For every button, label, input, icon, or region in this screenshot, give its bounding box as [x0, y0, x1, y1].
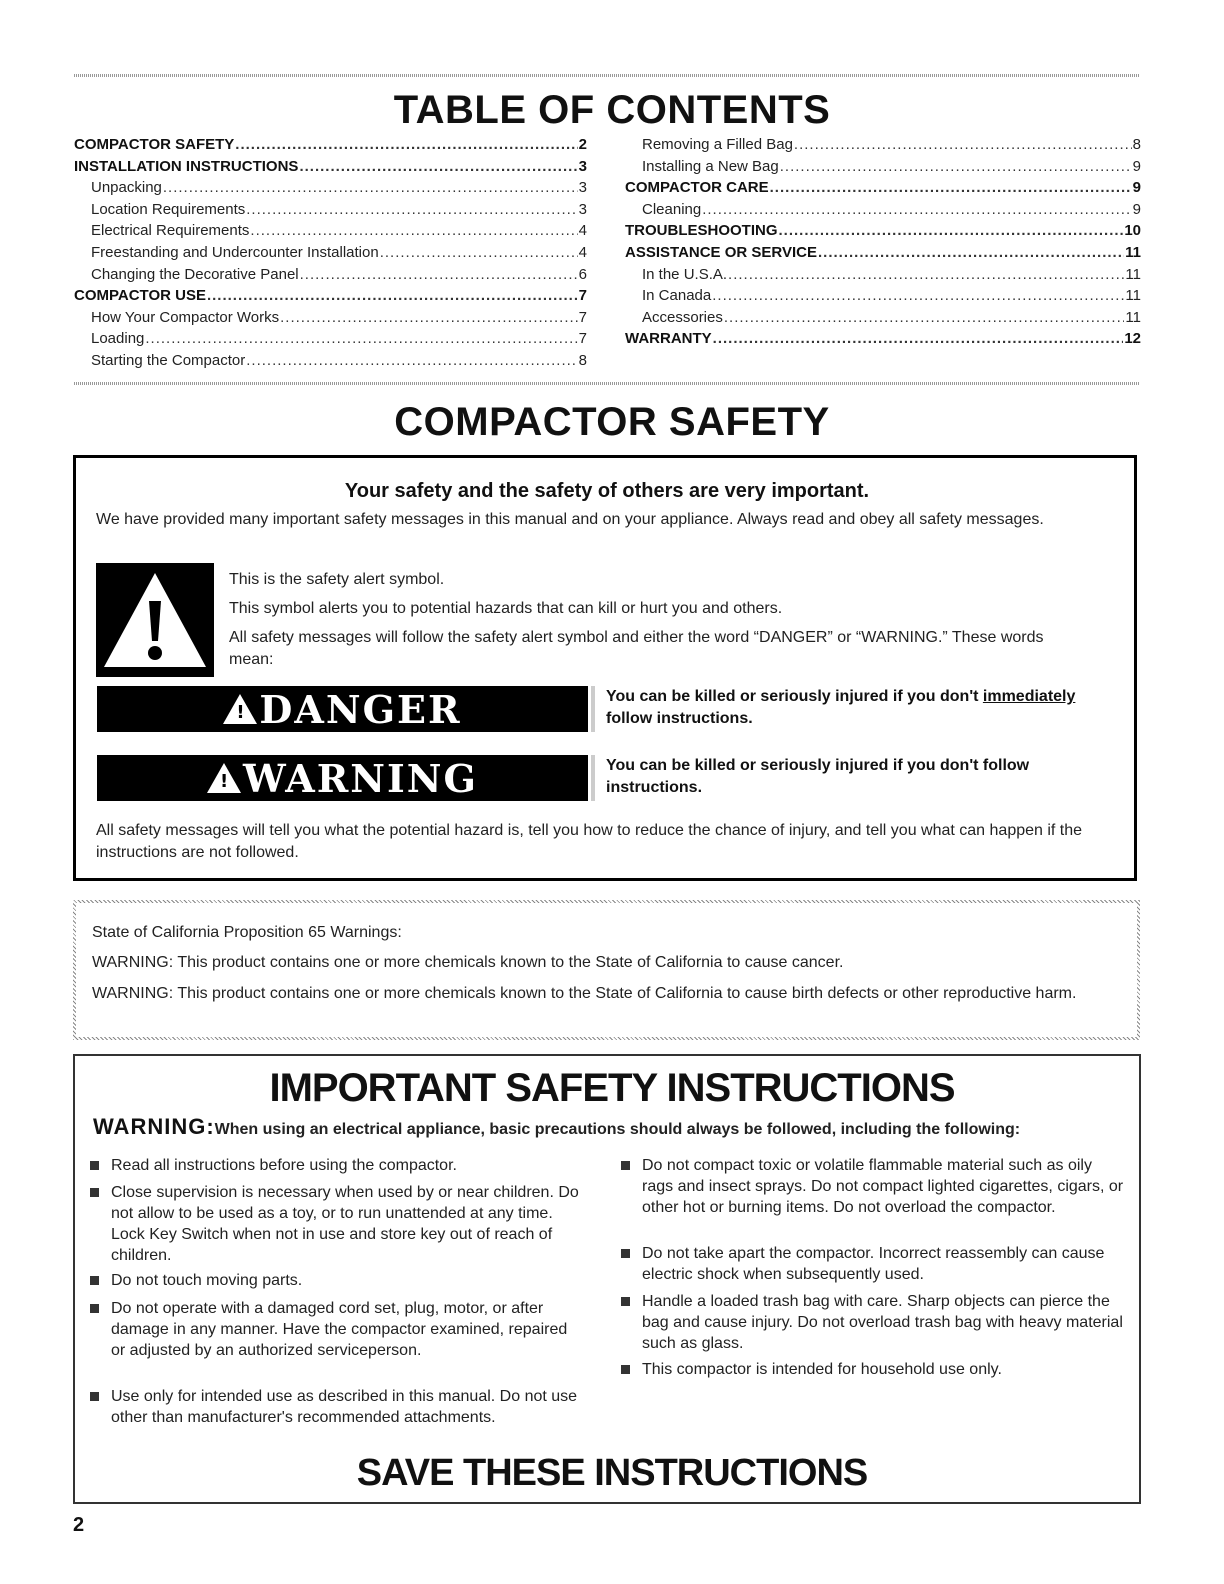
toc-leader [794, 136, 1132, 153]
warning-divider [591, 755, 595, 801]
toc-entry-label: Electrical Requirements [91, 222, 250, 240]
toc-entry [74, 266, 587, 288]
toc-entry-page: 11 [1125, 243, 1141, 261]
toc-leader [770, 179, 1132, 196]
danger-label: DANGER [259, 686, 462, 732]
toc-leader [779, 222, 1124, 239]
toc-entry-page: 2 [578, 136, 587, 153]
toc-entry-page: 11 [1125, 308, 1141, 326]
toc-entry-label: TROUBLESHOOTING [625, 222, 778, 240]
symbol-line-2: This symbol alerts you to potential hazards that can kill or hurt you and others. [229, 600, 783, 617]
toc-entry [625, 287, 1141, 309]
important-instructions-title: IMPORTANT SAFETY INSTRUCTIONS [269, 1066, 955, 1110]
toc-entry-page: 7 [578, 308, 587, 326]
toc-entry-page: 8 [578, 351, 587, 369]
toc-entry [74, 309, 587, 331]
toc-entry-label: Accessories [642, 308, 723, 326]
toc-entry-label: ASSISTANCE OR SERVICE [625, 243, 817, 261]
top-rule [74, 74, 1140, 77]
list-item: Read all instructions before using the compactor. [111, 1155, 581, 1176]
toc-entry [625, 330, 1141, 352]
toc-entry-label: Removing a Filled Bag [642, 136, 793, 153]
toc-entry-page: 9 [1132, 179, 1141, 197]
toc-title: TABLE OF CONTENTS [393, 88, 831, 132]
safety-heading: Your safety and the safety of others are very important. [344, 480, 870, 502]
toc-entry [74, 330, 587, 352]
warning-line [93, 1114, 1133, 1140]
toc-leader [145, 330, 577, 347]
toc-leader [207, 287, 578, 304]
toc-leader [818, 244, 1124, 261]
toc-entry-page: 11 [1125, 265, 1141, 283]
prop65-line-1: WARNING: This product contains one or more chemicals known to the State of California to cause cancer. [92, 954, 844, 971]
toc-entry-page: 10 [1124, 222, 1141, 240]
toc-entry-page: 9 [1132, 200, 1141, 218]
toc-leader [280, 309, 578, 326]
toc-entry [625, 244, 1141, 266]
toc-entry-label: Freestanding and Undercounter Installation [91, 243, 379, 261]
warning-signal-word [97, 755, 588, 801]
toc-entry-label: COMPACTOR CARE [625, 179, 769, 197]
list-item: Use only for intended use as described in this manual. Do not use other than manufacturer's recommended attachments. [111, 1386, 581, 1428]
toc-entry-label: Installing a New Bag [642, 157, 779, 175]
toc-entry [625, 309, 1141, 331]
toc-entry-page: 7 [578, 287, 587, 305]
toc-entry-page: 3 [578, 157, 587, 175]
toc-leader [380, 244, 578, 261]
toc-entry [74, 244, 587, 266]
symbol-line-1: This is the safety alert symbol. [229, 571, 445, 588]
list-item: This compactor is intended for household use only. [642, 1359, 1124, 1380]
save-instructions-footer: SAVE THESE INSTRUCTIONS [356, 1452, 868, 1494]
toc-entry [625, 266, 1141, 288]
toc-entry [74, 179, 587, 201]
toc-leader [250, 222, 577, 239]
prop65-line-2: WARNING: This product contains one or more chemicals known to the State of California to cause birth defects or other reproductive harm. [92, 985, 1077, 1002]
list-item: Close supervision is necessary when used by or near children. Do not allow to be used as a toy, or to run unattended at any time. Lock Key Switch when not in use and store key out of reach of children. [111, 1182, 581, 1266]
toc-leader [713, 330, 1124, 347]
toc-entry-label: Unpacking [91, 179, 162, 197]
toc-entry-page: 8 [1132, 136, 1141, 153]
danger-divider [591, 686, 595, 732]
toc-entry-page: 3 [578, 200, 587, 218]
toc-entry-page: 9 [1132, 157, 1141, 175]
safety-title: COMPACTOR SAFETY [394, 400, 830, 444]
list-item: Do not operate with a damaged cord set, plug, motor, or after damage in any manner. Have the compactor examined, repaired or adjusted by an authorized serviceperson. [111, 1298, 581, 1361]
toc-left-column [74, 136, 587, 374]
toc-entry-label: COMPACTOR USE [74, 287, 206, 305]
toc-entry-label: Location Requirements [91, 200, 246, 218]
toc-leader [724, 309, 1125, 326]
list-item: Do not take apart the compactor. Incorrect reassembly can cause electric shock when subsequently used. [642, 1243, 1124, 1285]
toc-leader [299, 158, 577, 175]
toc-entry [74, 352, 587, 374]
toc-entry [625, 201, 1141, 223]
list-item: Do not compact toxic or volatile flammable material such as oily rags and insect sprays. Do not compact lighted cigarettes, cigars, or other hot or burning items. Do not overload the compactor. [642, 1155, 1124, 1218]
toc-entry-label: WARRANTY [625, 330, 712, 348]
toc-entry-label: Changing the Decorative Panel [91, 265, 299, 283]
toc-leader [702, 201, 1131, 218]
toc-entry [74, 158, 587, 180]
toc-entry [625, 136, 1141, 158]
toc-entry-label: Loading [91, 330, 145, 348]
toc-entry-label: Cleaning [642, 200, 702, 218]
toc-entry-page: 7 [578, 330, 587, 348]
toc-entry [625, 179, 1141, 201]
symbol-line-3: All safety messages will follow the safety alert symbol and either the word “DANGER” or “WARNING.” These words mean: [229, 629, 1044, 668]
danger-description: You can be killed or seriously injured if you don't immediately follow instructions. [606, 688, 1076, 727]
toc-entry-page: 4 [578, 243, 587, 261]
danger-signal-word [97, 686, 588, 732]
warning-label: WARNING: [93, 1114, 215, 1139]
toc-right-column [625, 136, 1141, 352]
toc-leader [246, 352, 577, 369]
list-item: Do not touch moving parts. [111, 1270, 581, 1291]
toc-leader [300, 266, 578, 283]
toc-leader [235, 136, 577, 153]
toc-entry [74, 222, 587, 244]
toc-entry [625, 158, 1141, 180]
warning-text: When using an electrical appliance, basic precautions should always be followed, including the following: [214, 1121, 1021, 1138]
toc-entry [625, 222, 1141, 244]
alert-triangle-icon [207, 763, 241, 793]
toc-leader [163, 179, 578, 196]
warning-description: You can be killed or seriously injured if you don't follow instructions. [606, 757, 1030, 796]
toc-entry-label: In the U.S.A. [642, 265, 728, 283]
toc-entry-page: 12 [1124, 330, 1141, 348]
toc-entry-label: How Your Compactor Works [91, 308, 280, 326]
toc-entry-label: COMPACTOR SAFETY [74, 136, 235, 153]
safety-alert-symbol [96, 563, 214, 677]
toc-leader [728, 266, 1124, 283]
toc-entry-label: In Canada [642, 287, 712, 305]
toc-entry [74, 136, 587, 158]
toc-leader [246, 201, 577, 218]
toc-entry [74, 287, 587, 309]
toc-entry [74, 201, 587, 223]
safety-outro: All safety messages will tell you what the potential hazard is, tell you how to reduce the chance of injury, and tell you what can happen if the instructions are not followed. [96, 822, 1083, 861]
toc-entry-label: INSTALLATION INSTRUCTIONS [74, 157, 299, 175]
alert-triangle-icon [96, 563, 214, 677]
prop65-title: State of California Proposition 65 Warnings: [92, 924, 402, 941]
safety-intro: We have provided many important safety messages in this manual and on your appliance. Always read and obey all safety messages. [96, 511, 1044, 528]
toc-entry-page: 6 [578, 265, 587, 283]
toc-entry-label: Starting the Compactor [91, 351, 246, 369]
page-number: 2 [73, 1514, 85, 1536]
toc-leader [712, 287, 1124, 304]
alert-triangle-icon [223, 694, 257, 724]
toc-bottom-rule [74, 382, 1140, 385]
toc-leader [780, 158, 1132, 175]
warning-label: WARNING [242, 755, 478, 801]
list-item: Handle a loaded trash bag with care. Sharp objects can pierce the bag and cause injury. Do not overload trash bag with heavy material such as glass. [642, 1291, 1124, 1354]
toc-entry-page: 4 [578, 222, 587, 240]
toc-entry-page: 11 [1125, 287, 1141, 305]
toc-entry-page: 3 [578, 179, 587, 197]
